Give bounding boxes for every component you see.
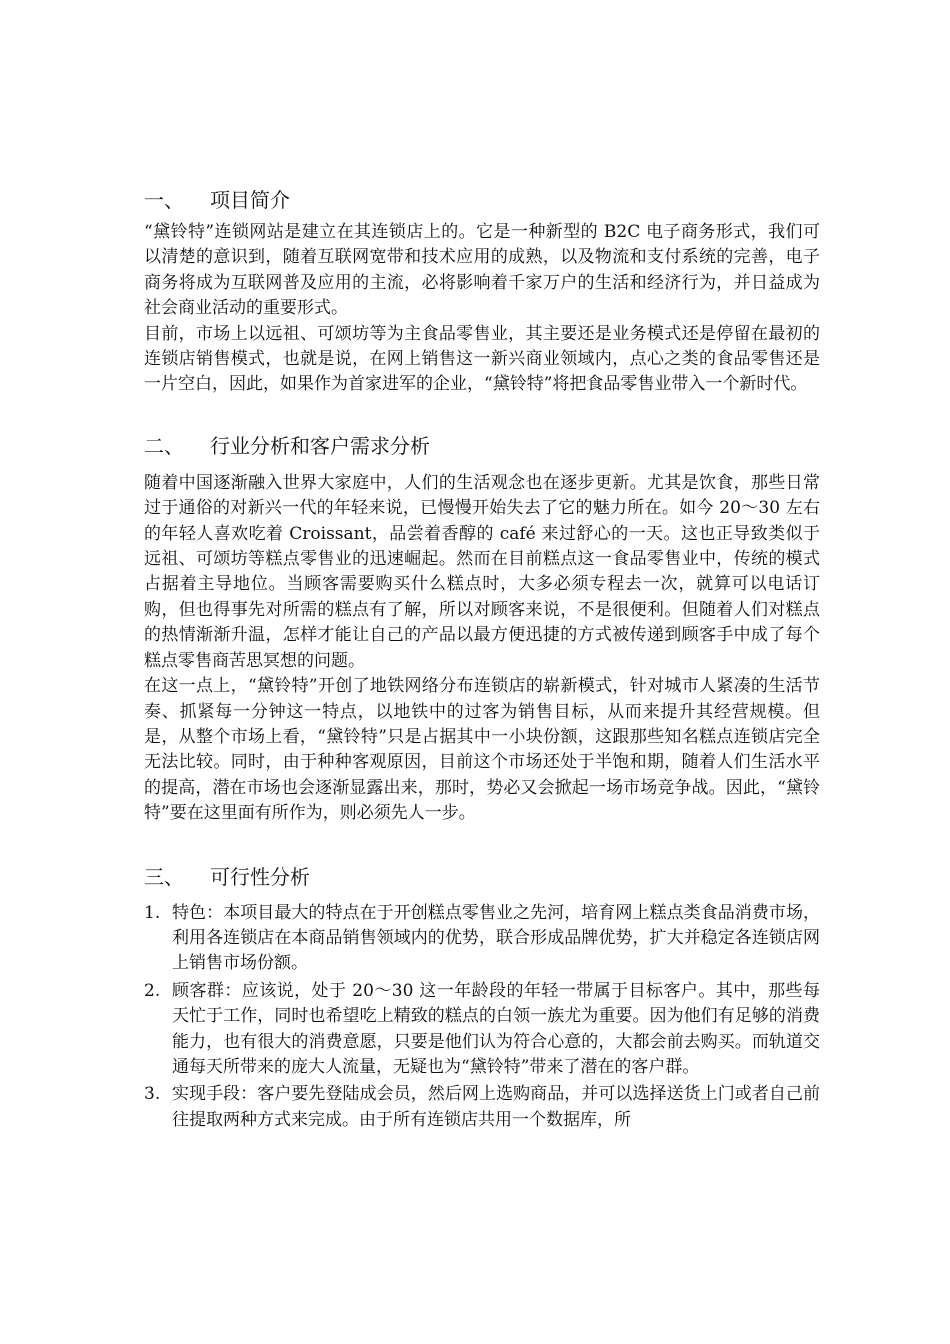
section-number: 三、 (144, 864, 184, 889)
section-body-intro (144, 220, 820, 398)
paragraph: 目前，市场上以远祖、可颂坊等为主食品零售业，其主要还是业务模式还是停留在最初的连锁店销售模式，也就是说，在网上销售这一新兴商业领域内，点心之类的食品零售还是一片空白，因此，如果作为首家进军的企业，“黛铃特”将把食品零售业带入一个新时代。 (144, 323, 820, 395)
paragraph: “黛铃特”连锁网站是建立在其连锁店上的。它是一种新型的 B2C 电子商务形式，我们可以清楚的意识到，随着互联网宽带和技术应用的成熟，以及物流和支付系统的完善，电子商务将成为互联网普及应用的主流，必将影响着千家万户的生活和经济行为，并日益成为社会商业活动的重要形式。 (144, 222, 820, 319)
section-heading-industry (144, 432, 820, 460)
list-item (144, 901, 820, 977)
section-number: 一、 (144, 188, 184, 212)
paragraph: 在这一点上，“黛铃特”开创了地铁网络分布连锁店的崭新模式，针对城市人紧凑的生活节奏、抓紧每一分钟这一特点，以地铁中的过客为销售目标，从而来提升其经营规模。但是，从整个市场上看，“黛铃特”只是占据其中一小块份额，这跟那些知名糕点连锁店完全无法比较。同时，由于种种客观原因，目前这个市场还处于半饱和期，随着人们生活水平的提高，潜在市场也会逐渐显露出来，那时，势必又会掀起一场市场竞争战。因此，“黛铃特”要在这里面有所作为，则必须先人一步。 (144, 676, 820, 824)
list-number: 3. (144, 1084, 161, 1105)
list-number: 2. (144, 980, 161, 1001)
section-body-industry (144, 471, 820, 827)
section-number: 二、 (144, 433, 184, 458)
section-body-feasibility (144, 901, 820, 1134)
paragraph: 随着中国逐渐融入世界大家庭中，人们的生活观念也在逐步更新。尤其是饮食，那些日常过于通俗的对新兴一代的年轻来说，已慢慢开始失去了它的魅力所在。如今 20～30 左右的年轻人喜欢吃着 Croissant，品尝着香醇的 café 来过舒心的一天。这也正导致类似于远祖、可颂坊等糕点零售业的迅速崛起。然而在目前糕点这一食品零售业中，传统的模式占据着主导地位。当顾客需要购买什么糕点时，大多必须专程去一次，就算可以电话订购，但也得事先对所需的糕点有了解，所以对顾客来说，不是很便利。但随着人们对糕点的热情渐渐升温，怎样才能让自己的产品以最方便迅捷的方式被传递到顾客手中成了每个糕点零售商苦思冥想的问题。 (144, 472, 820, 671)
list-item (144, 979, 820, 1081)
document-page (144, 186, 820, 1135)
section-title: 行业分析和客户需求分析 (210, 433, 430, 458)
list-item (144, 1082, 820, 1133)
list-text: 特色：本项目最大的特点在于开创糕点零售业之先河，培育网上糕点类食品消费市场，利用各连锁店在本商品销售领域内的优势，联合形成品牌优势，扩大并稳定各连锁店网上销售市场份额。 (172, 902, 820, 974)
list-text: 实现手段：客户要先登陆成会员，然后网上选购商品，并可以选择送货上门或者自己前往提取两种方式来完成。由于所有连锁店共用一个数据库，所 (172, 1084, 820, 1130)
section-heading-intro (144, 186, 820, 214)
section-title: 可行性分析 (210, 864, 310, 889)
section-heading-feasibility (144, 863, 820, 891)
list-text: 顾客群：应该说，处于 20～30 这一年龄段的年轻一带属于目标客户。其中，那些每天忙于工作，同时也希望吃上精致的糕点的白领一族尤为重要。因为他们有足够的消费能力，也有很大的消费意愿，只要是他们认为符合心意的，大都会前去购买。而轨道交通每天所带来的庞大人流量，无疑也为“黛铃特”带来了潜在的客户群。 (172, 980, 820, 1077)
section-title: 项目简介 (210, 188, 290, 212)
list-number: 1. (144, 902, 161, 923)
